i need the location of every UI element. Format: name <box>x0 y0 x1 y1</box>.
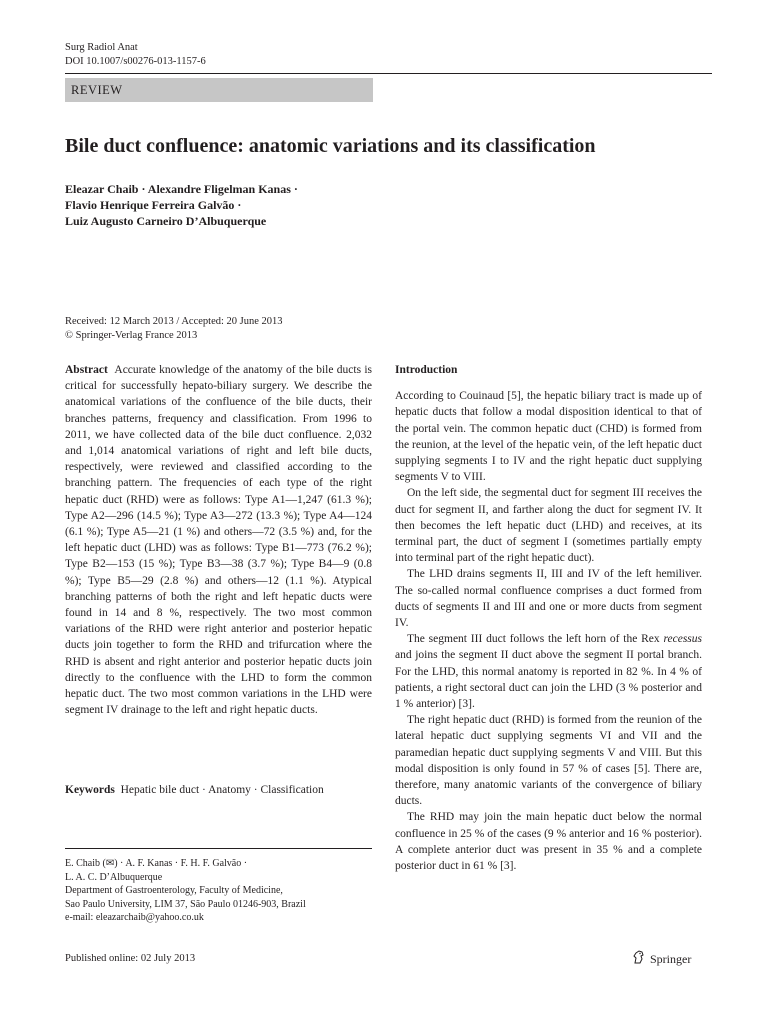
paragraph: The RHD may join the main hepatic duct below the normal confluence in 25 % of the cases (9 % anterior and 16 % posterior). A complete anterior duct was present in 35 % and a complete posterior duct in 61 % [3]. <box>395 811 702 873</box>
affiliation-email[interactable]: e-mail: eleazarchaib@yahoo.co.uk <box>65 912 204 923</box>
section-label: REVIEW <box>65 78 373 102</box>
introduction-section <box>395 362 702 874</box>
affiliation-authors: L. A. C. D’Albuquerque <box>65 871 163 883</box>
journal-name: Surg Radiol Anat <box>65 42 138 53</box>
header-rule <box>65 73 712 74</box>
footnote-rule <box>65 848 372 849</box>
article-title: Bile duct confluence: anatomic variations and its classification <box>65 135 596 157</box>
doi-link[interactable]: DOI 10.1007/s00276-013-1157-6 <box>65 56 206 67</box>
author-list <box>65 181 298 229</box>
paragraph: The LHD drains segments II, III and IV of the left hemiliver. The so-called normal confluence comprises a duct formed from ducts of segments II and III and one or more ducts from segment IV. <box>395 568 702 630</box>
publication-dates <box>65 315 283 343</box>
abstract-section <box>65 362 372 718</box>
introduction-heading: Introduction <box>395 364 458 376</box>
keywords-text: Hepatic bile duct · Anatomy · Classification <box>120 784 324 796</box>
affiliation-footnote <box>65 857 306 925</box>
published-online: Published online: 02 July 2013 <box>65 953 196 964</box>
affiliation-address: Sao Paulo University, LIM 37, São Paulo 01246-903, Brazil <box>65 898 306 910</box>
author-line: Luiz Augusto Carneiro D’Albuquerque <box>65 214 267 228</box>
author-line: Flavio Henrique Ferreira Galvão · <box>65 198 242 212</box>
keywords-section <box>65 782 375 798</box>
affiliation-authors: E. Chaib (✉) · A. F. Kanas · F. H. F. Galvão · <box>65 858 248 869</box>
springer-horse-icon <box>632 950 646 968</box>
italic-term: recessus <box>663 633 702 646</box>
affiliation-department: Department of Gastroenterology, Faculty of Medicine, <box>65 885 283 896</box>
received-accepted: Received: 12 March 2013 / Accepted: 20 June 2013 <box>65 316 283 327</box>
abstract-heading: Abstract <box>65 364 108 376</box>
paragraph-text: and joins the segment II duct above the segment II portal branch. For the LHD, this normal anatomy is reported in 82 %. In 4 % of patients, a right sectoral duct can join the LHD (3 % posterior and 1 % anterior) [3]. <box>395 649 702 711</box>
paragraph: The right hepatic duct (RHD) is formed from the reunion of the lateral hepatic duct supplying segments VI and VII and the paramedian hepatic duct supplying segments V and VIII. But this modal disposition is only found in 57 % of cases [5]. There are, therefore, many anatomic variants of the convergence of biliary ducts. <box>395 714 702 808</box>
paragraph-text: The segment III duct follows the left horn of the Rex <box>407 633 664 646</box>
keywords-heading: Keywords <box>65 784 115 796</box>
publisher-logo <box>632 950 691 968</box>
publisher-name: Springer <box>650 951 692 966</box>
paragraph <box>395 631 702 712</box>
paragraph: On the left side, the segmental duct for segment III receives the duct for segment II, and farther along the duct for segment IV. It then becomes the left hepatic duct (LHD) and receives, at its terminal part, the duct of segment I (sometimes partially empty into terminal part of the right hepatic duct). <box>395 487 702 565</box>
abstract-text: Accurate knowledge of the anatomy of the bile ducts is critical for successfully hepato-biliary surgery. We describe the anatomical variations of the confluence of the bile ducts, their branches patterns, frequency and classification. From 1996 to 2011, we have collected data of the bile duct confluence. 2,032 and 1,014 anatomical variations of right and left bile ducts, respectively, were reviewed and classified according to the branching pattern. The frequencies of each type of the right hepatic duct (RHD) were as follows: Type A1—1,247 (61.3 %); Type A2—296 (14.5 %); Type A3—272 (13.3 %); Type A4—124 (6.1 %); Type A5—21 (1 %) and others—72 (3.5 %) and, for the left hepatic duct (LHD) was as follows: Type B1—773 (76.2 %); Type B2—153 (15 %); Type B3—38 (3.7 %); Type B4—9 (0.8 %); Type B5—29 (2.8 %) and others—12 (1.1 %). Atypical branching patterns of both the right and left hepatic ducts were found in 14 and 8 %, respectively. The two most common variations of the RHD were right anterior and posterior hepatic ducts join together to form the RHD and trifurcation where the RHD is absent and right anterior and posterior hepatic ducts join directly to the confluence with the LHD to form the common hepatic duct. The two most common variations in the LHD were segment IV drainage to the left and right hepatic ducts. <box>65 364 372 717</box>
copyright: © Springer-Verlag France 2013 <box>65 330 198 341</box>
author-line: Eleazar Chaib · Alexandre Fligelman Kanas · <box>65 182 298 196</box>
paragraph: According to Couinaud [5], the hepatic biliary tract is made up of hepatic ducts that follow a modal disposition identical to that of the portal vein. The common hepatic duct (CHD) is formed from the reunion, at the level of the hepatic vein, of the left hepatic duct supplying segments I to IV and the right hepatic duct supplying segments V to VIII. <box>395 390 702 484</box>
